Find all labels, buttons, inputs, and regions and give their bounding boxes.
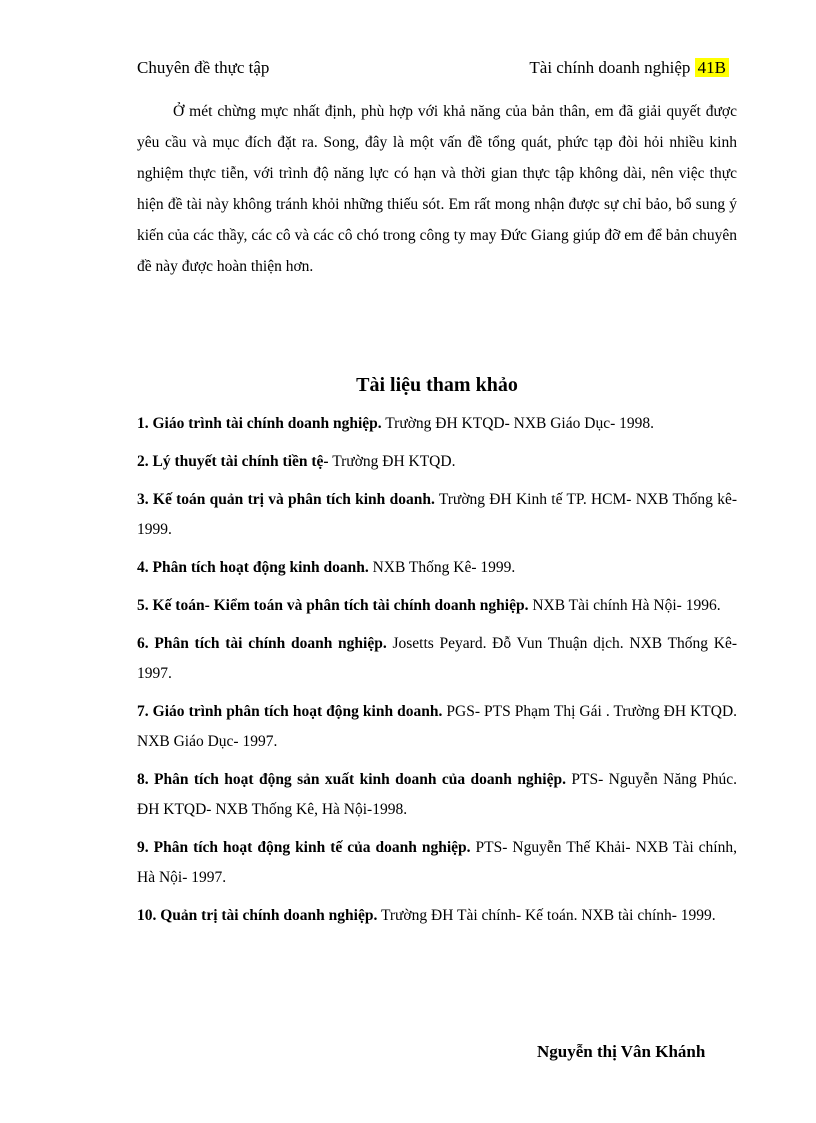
reference-details: Trường ĐH KTQD- NXB Giáo Dục- 1998. <box>385 415 654 432</box>
reference-item <box>137 697 737 757</box>
reference-details: Trường ĐH Kinh tế TP. HCM- NXB Thống kê- 1999. <box>137 491 737 538</box>
header-right-title <box>529 58 729 78</box>
reference-title: Quản trị tài chính doanh nghiệp. <box>160 907 378 924</box>
header-left-title: Chuyên đề thực tập <box>137 58 270 77</box>
reference-details: NXB Thống Kê- 1999. <box>372 559 516 576</box>
reference-item <box>137 765 737 825</box>
reference-number: 7. <box>137 703 149 720</box>
reference-title: Giáo trình phân tích hoạt động kinh doanh. <box>152 703 443 720</box>
reference-details: Trường ĐH KTQD. <box>332 453 456 470</box>
reference-title: Phân tích tài chính doanh nghiệp. <box>154 635 387 652</box>
reference-item <box>137 447 737 477</box>
reference-item <box>137 485 737 545</box>
reference-title: Phân tích hoạt động kinh doanh. <box>152 559 369 576</box>
reference-item <box>137 629 737 689</box>
reference-details: Josetts Peyard. Đỗ Vun Thuận dịch. NXB Thống Kê- 1997. <box>137 635 738 682</box>
reference-details: NXB Tài chính Hà Nội- 1996. <box>532 597 721 614</box>
page-header <box>137 58 737 84</box>
reference-number: 1. <box>137 415 149 432</box>
reference-title: Kế toán- Kiểm toán và phân tích tài chính doanh nghiệp. <box>152 597 529 614</box>
reference-title: Kế toán quản trị và phân tích kinh doanh. <box>152 491 435 508</box>
author-signature: Nguyễn thị Vân Khánh <box>537 1042 706 1061</box>
references-list <box>137 409 737 939</box>
reference-item <box>137 409 737 439</box>
reference-number: 10. <box>137 907 157 924</box>
reference-title: Phân tích hoạt động kinh tế của doanh nghiệp. <box>153 839 471 856</box>
reference-item <box>137 833 737 893</box>
reference-number: 3. <box>137 491 149 508</box>
reference-number: 4. <box>137 559 149 576</box>
header-right-text: Tài chính doanh nghiệp <box>529 58 691 77</box>
reference-number: 9. <box>137 839 149 856</box>
reference-item <box>137 901 737 931</box>
reference-number: 6. <box>137 635 149 652</box>
reference-number: 2. <box>137 453 149 470</box>
references-heading: Tài liệu tham khảo <box>356 374 518 396</box>
reference-number: 8. <box>137 771 149 788</box>
class-code-highlight: 41B <box>695 58 729 77</box>
reference-details: PGS- PTS Phạm Thị Gái . Trường ĐH KTQD. NXB Giáo Dục- 1997. <box>137 703 738 750</box>
reference-details: PTS- Nguyễn Thế Khải- NXB Tài chính, Hà Nội- 1997. <box>137 839 737 886</box>
reference-details: PTS- Nguyễn Năng Phúc. ĐH KTQD- NXB Thống Kê, Hà Nội-1998. <box>137 771 738 818</box>
reference-title: Lý thuyết tài chính tiền tệ- <box>152 453 329 470</box>
reference-title: Giáo trình tài chính doanh nghiệp. <box>152 415 382 432</box>
intro-paragraph: Ở mét chừng mực nhất định, phù hợp với khả năng của bản thân, em đã giải quyết được yêu cầu và mục đích đặt ra. Song, đây là một vấn đề tổng quát, phức tạp đòi hỏi nhiều kinh nghiệm thực tiễn, với trình độ năng lực có hạn và thời gian thực tập không dài, nên việc thực hiện đề tài này không tránh khỏi những thiếu sót. Em rất mong nhận được sự chỉ bảo, bổ sung ý kiến của các thầy, các cô và các cô chó trong công ty may Đức Giang giúp đỡ em để bản chuyên đề này được hoàn thiện hơn. <box>137 103 737 275</box>
reference-details: Trường ĐH Tài chính- Kế toán. NXB tài chính- 1999. <box>380 907 716 924</box>
reference-item <box>137 553 737 583</box>
reference-item <box>137 591 737 621</box>
reference-number: 5. <box>137 597 149 614</box>
reference-title: Phân tích hoạt động sản xuất kinh doanh của doanh nghiệp. <box>154 771 566 788</box>
